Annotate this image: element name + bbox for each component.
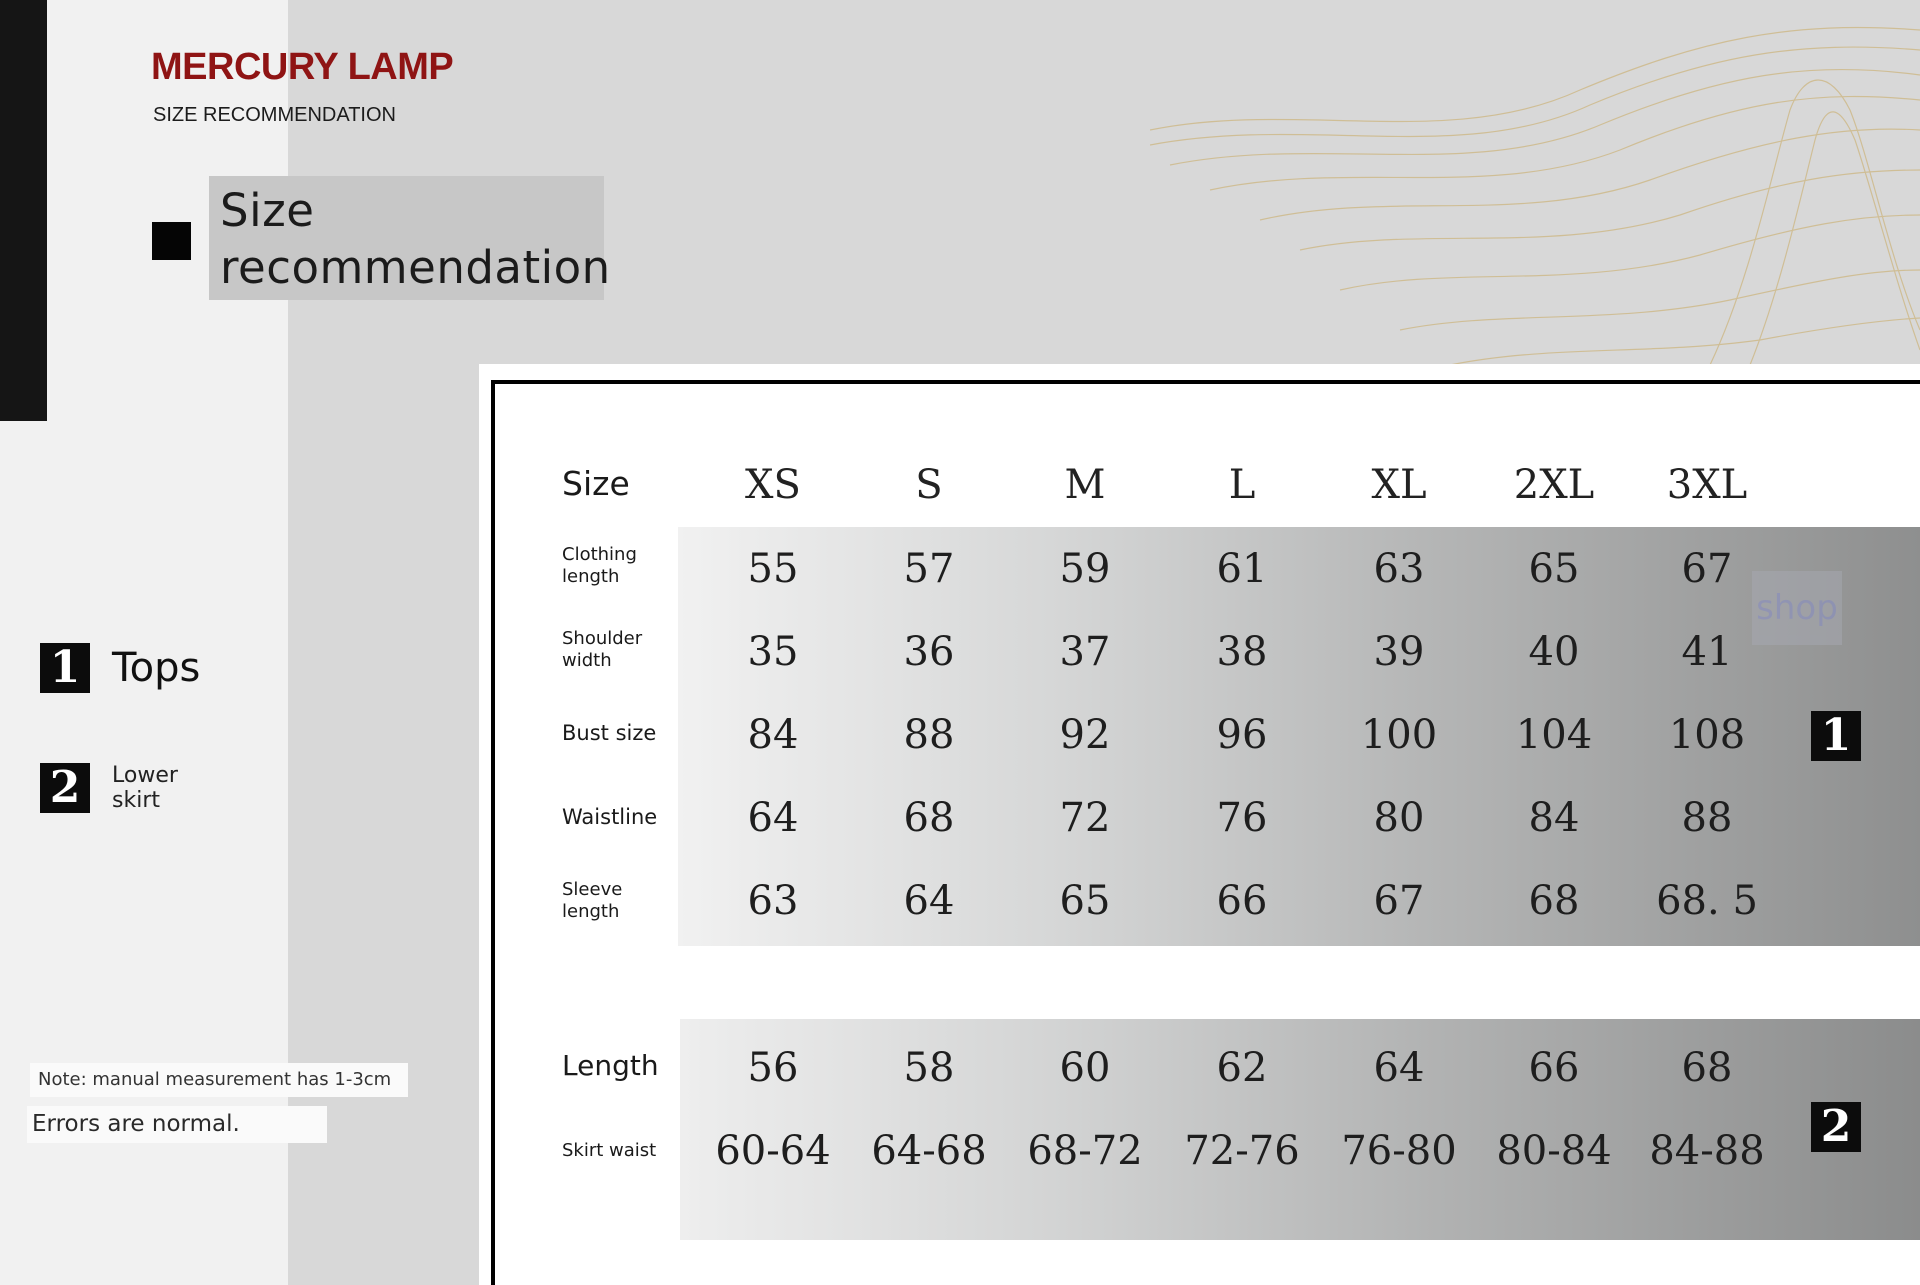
tops-cell: 108 [1668, 712, 1746, 758]
shop-watermark: shop [1752, 571, 1842, 645]
row-label-shoulder-width: Shoulder width [562, 628, 643, 671]
tops-cell: 61 [1216, 546, 1268, 592]
skirt-cell: 56 [747, 1045, 799, 1091]
tops-cell: 76 [1216, 795, 1268, 841]
size-header-3xl: 3XL [1666, 462, 1748, 508]
tops-cell: 57 [903, 546, 955, 592]
tops-cell: 55 [747, 546, 799, 592]
decorative-dark-strip [0, 0, 47, 421]
measurement-note: Note: manual measurement has 1-3cm [30, 1063, 408, 1097]
size-header-l: L [1228, 462, 1256, 508]
row-label-bust-size: Bust size [562, 721, 657, 745]
row-label-clothing-length: Clothing length [562, 544, 637, 587]
tops-cell: 38 [1216, 629, 1268, 675]
legend-badge-2: 2 [40, 763, 90, 813]
tops-cell: 66 [1216, 878, 1268, 924]
tops-cell: 65 [1528, 546, 1580, 592]
row-label-length: Length [562, 1049, 659, 1082]
legend-label-tops: Tops [112, 645, 201, 691]
row-label-waistline: Waistline [562, 805, 658, 829]
size-header-xl: XL [1371, 462, 1427, 508]
tops-cell: 63 [747, 878, 799, 924]
tops-cell: 68 [903, 795, 955, 841]
tops-section-badge: 1 [1811, 711, 1861, 761]
size-header-xs: XS [745, 462, 801, 508]
row-label-sleeve-length: Sleeve length [562, 879, 623, 922]
tops-cell: 65 [1059, 878, 1111, 924]
tops-cell: 72 [1059, 795, 1111, 841]
tops-cell: 63 [1373, 546, 1425, 592]
row-label-skirt-waist: Skirt waist [562, 1140, 657, 1161]
tops-cell: 40 [1528, 629, 1580, 675]
section-heading: Size recommendation [220, 184, 611, 294]
tops-cell: 37 [1059, 629, 1111, 675]
tops-cell: 35 [747, 629, 799, 675]
size-header-label: Size [562, 464, 630, 503]
tops-cell: 67 [1681, 546, 1733, 592]
skirt-cell: 60-64 [715, 1128, 831, 1174]
skirt-cell: 64-68 [871, 1128, 987, 1174]
tops-cell: 68 [1528, 878, 1580, 924]
tops-cell: 104 [1515, 712, 1593, 758]
tops-cell: 36 [903, 629, 955, 675]
tops-cell: 64 [903, 878, 955, 924]
skirt-section-badge: 2 [1811, 1102, 1861, 1152]
skirt-cell: 76-80 [1341, 1128, 1457, 1174]
brand-title: MERCURY LAMP [151, 46, 454, 88]
decorative-gold-waves [1150, 0, 1920, 365]
size-header-2xl: 2XL [1513, 462, 1595, 508]
legend-label-skirt: Lower skirt [112, 763, 178, 813]
legend-badge-1: 1 [40, 643, 90, 693]
tops-cell: 100 [1360, 712, 1438, 758]
tops-cell: 67 [1373, 878, 1425, 924]
tops-cell: 88 [1681, 795, 1733, 841]
skirt-cell: 68 [1681, 1045, 1733, 1091]
tops-cell: 84 [747, 712, 799, 758]
tops-cell: 92 [1059, 712, 1111, 758]
tops-cell: 88 [903, 712, 955, 758]
skirt-cell: 68-72 [1027, 1128, 1143, 1174]
skirt-cell: 62 [1216, 1045, 1268, 1091]
size-header-m: M [1064, 462, 1106, 508]
skirt-cell: 58 [903, 1045, 955, 1091]
measurement-note-errors: Errors are normal. [27, 1106, 327, 1143]
skirt-cell: 64 [1373, 1045, 1425, 1091]
skirt-cell: 80-84 [1496, 1128, 1612, 1174]
tops-cell: 39 [1373, 629, 1425, 675]
tops-cell: 84 [1528, 795, 1580, 841]
tops-cell: 59 [1059, 546, 1111, 592]
skirt-cell: 84-88 [1649, 1128, 1765, 1174]
brand-subtitle: SIZE RECOMMENDATION [153, 104, 396, 126]
heading-square-icon [152, 222, 191, 260]
tops-cell: 41 [1681, 629, 1733, 675]
legend-tops [40, 643, 200, 693]
skirt-cell: 66 [1528, 1045, 1580, 1091]
skirt-cell: 60 [1059, 1045, 1111, 1091]
tops-cell: 96 [1216, 712, 1268, 758]
size-header-s: S [915, 462, 943, 508]
tops-cell: 80 [1373, 795, 1425, 841]
skirt-cell: 72-76 [1184, 1128, 1300, 1174]
tops-cell: 68. 5 [1656, 878, 1758, 924]
tops-cell: 64 [747, 795, 799, 841]
legend-skirt [40, 763, 192, 813]
